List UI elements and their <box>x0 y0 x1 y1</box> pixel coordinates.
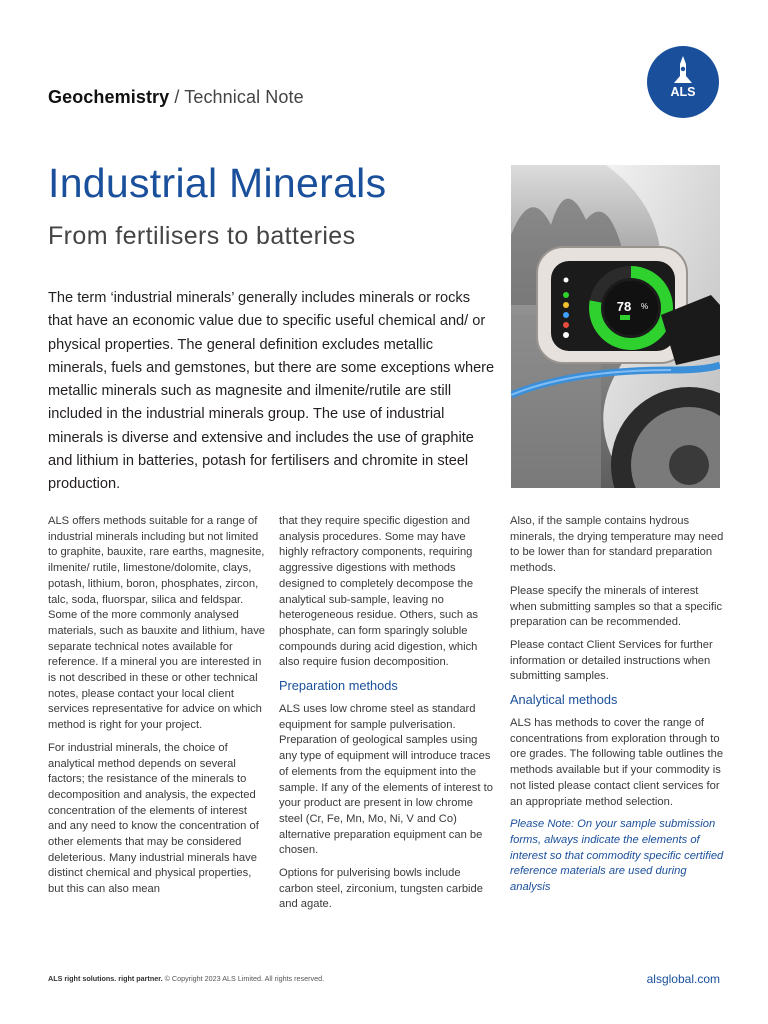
footer-tagline: ALS right solutions. right partner. <box>48 974 163 983</box>
column-1 <box>48 514 266 905</box>
footer-copyright-text: © Copyright 2023 ALS Limited. All rights reserved. <box>162 974 325 983</box>
column-3-paragraph-3: Please contact Client Services for further information or detailed instructions when submitting samples. <box>510 638 713 683</box>
battery-icon <box>620 315 630 320</box>
document-header <box>48 86 304 108</box>
charge-percent-sign: % <box>641 302 649 311</box>
please-note: Please Note: On your sample submission forms, always indicate the elements of interest so that commodity specific certified reference materials are used during analysis <box>510 818 724 894</box>
column-2 <box>279 514 497 920</box>
column-3-paragraph-4: ALS has methods to cover the range of concentrations from exploration through to ore grades. The following table outlines the methods available but if your commodity is not listed please contact client services for an appropriate method selection. <box>510 717 724 808</box>
page-subtitle: From fertilisers to batteries <box>48 222 356 250</box>
logo-text: ALS <box>670 85 696 99</box>
column-1-paragraph-1: ALS offers methods suitable for a range of industrial minerals including but not limited to graphite, bauxite, rare earths, magnesite, ilmenite/ rutile, limestone/dolomite, clays, potash, lithium, boron, phosphates, zircon, talc, soda, fluorspar, silica and feldspar. Some of the more commonly analysed materials, such as bauxite and lithium, have separate technical notes available for reference. If a mineral you are interested in is not described in these or other technical notes, please contact your local client services representative for advice on which method is right for your project. <box>48 515 266 732</box>
footer-website-link[interactable]: alsglobal.com <box>646 972 720 986</box>
column-2-paragraph-1: that they require specific digestion and analysis procedures. Some may have highly refractory components, requiring aggressive digestions with methods designed to completely decompose the analytical sub-sample, leaving no heterogeneous residue. Others, such as phosphate, can form sparingly soluble compounds during acid digestion, which also require fusion decomposition. <box>279 515 479 669</box>
header-doc-type: Technical Note <box>184 87 304 107</box>
column-3-paragraph-2: Please specify the minerals of interest when submitting samples so that a specific preparation can be recommended. <box>510 584 723 629</box>
ev-charger-photo <box>511 165 720 488</box>
column-3 <box>510 514 728 903</box>
charge-percent: 78 <box>616 299 632 314</box>
page-title: Industrial Minerals <box>48 160 387 206</box>
als-logo <box>646 45 720 119</box>
analytical-methods-heading: Analytical methods <box>510 692 618 708</box>
power-icon <box>564 278 569 283</box>
preparation-methods-heading: Preparation methods <box>279 678 398 694</box>
header-category: Geochemistry <box>48 87 170 107</box>
intro-paragraph: The term ‘industrial minerals’ generally includes minerals or rocks that have an economic value due to specific useful chemical and/ or physical properties. The general definition excludes metallic minerals, fuels and gemstones, but there are some exceptions where metallic minerals such as magnesite and ilmenite/rutile are still included in the industrial minerals group. The use of industrial minerals is diverse and extensive and includes the use of graphite and lithium in batteries, potash for fertilisers and chromite in steel production. <box>48 290 495 493</box>
column-1-paragraph-2: For industrial minerals, the choice of analytical method depends on several factors; the resistance of the minerals to decomposition and analysis, the expected concentration of the elements of interest and any need to know the concentration of other elements that may be considered deleterious. Many industrial minerals have distinct chemical and physical properties, but this can also mean <box>48 741 259 896</box>
header-separator: / <box>169 87 185 107</box>
footer-copyright <box>48 974 324 984</box>
column-2-paragraph-2: ALS uses low chrome steel as standard equipment for sample pulverisation. Preparation of geological samples using any type of equipment will introduce traces of elements from the equipment into the sample. If any of the elements of interest to your product are present in low chrome steel (Cr, Fe, Mn, Mo, Ni, V and Co) alternative preparation equipment can be chosen. <box>279 703 493 857</box>
column-2-paragraph-3: Options for pulverising bowls include carbon steel, zirconium, tungsten carbide and agate. <box>279 867 483 911</box>
column-3-paragraph-1: Also, if the sample contains hydrous minerals, the drying temperature may need to be lower than for standard preparation methods. <box>510 515 724 575</box>
